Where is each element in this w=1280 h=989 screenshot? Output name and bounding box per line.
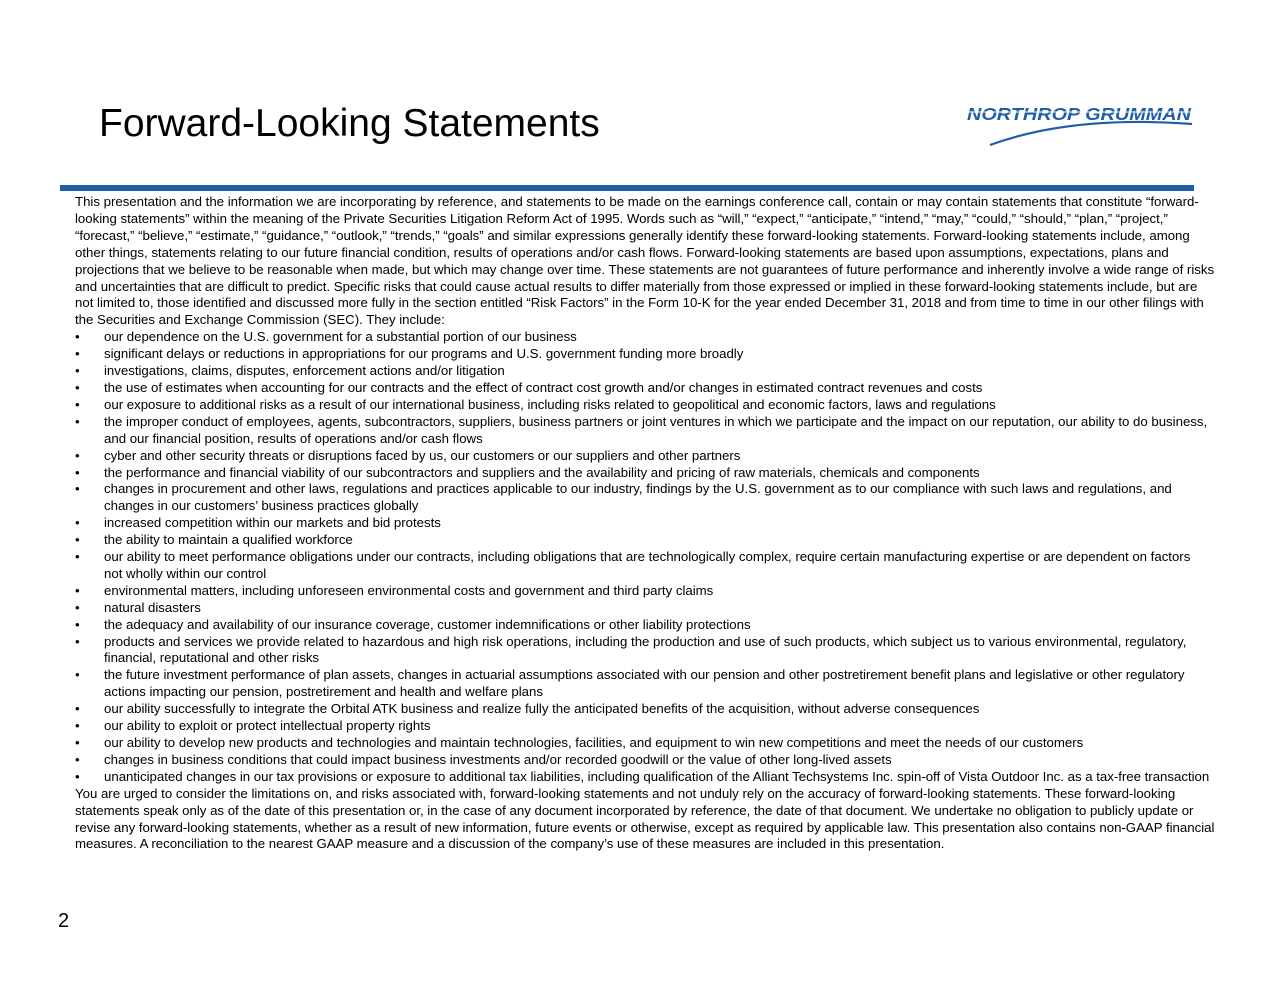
risk-item-text: our exposure to additional risks as a result of our international business, including risks related to geopolitical and economic factors, laws and regulations xyxy=(104,396,996,412)
risk-item-text: investigations, claims, disputes, enforcement actions and/or litigation xyxy=(104,363,505,379)
closing-paragraph: You are urged to consider the limitations on, and risks associated with, forward-looking statements and not unduly rely on the accuracy of forward-looking statements. These forward-looking statements speak only as of the date of this presentation or, in the case of any document incorporated by reference, the date of that document. We undertake no obligation to publicly update or revise any forward-looking statements, whether as a result of new information, future events or otherwise, except as required by applicable law. This presentation also contains non-GAAP financial measures. A reconciliation to the nearest GAAP measure and a discussion of the company’s use of these measures are included in this presentation. xyxy=(75,785,1215,852)
risk-item xyxy=(75,634,1215,668)
bullet-icon: • xyxy=(75,751,80,767)
bullet-icon: • xyxy=(75,667,80,683)
bullet-icon: • xyxy=(75,701,80,717)
risk-item-text: the future investment performance of plan assets, changes in actuarial assumptions associated with our pension and other postretirement benefit plans and legislative or other regulatory actions impacting our pension, postretirement and health and welfare plans xyxy=(104,667,1185,700)
bullet-icon: • xyxy=(75,718,80,734)
risk-item xyxy=(75,617,1215,634)
risk-factor-list xyxy=(75,329,1215,785)
risk-item-text: the adequacy and availability of our insurance coverage, customer indemnifications or other liability protections xyxy=(104,616,751,632)
risk-item xyxy=(75,414,1215,448)
risk-item-text: the use of estimates when accounting for our contracts and the effect of contract cost growth and/or changes in estimated contract revenues and costs xyxy=(104,379,983,395)
risk-item-text: changes in business conditions that could impact business investments and/or recorded goodwill or the value of other long-lived assets xyxy=(104,751,892,767)
bullet-icon: • xyxy=(75,582,80,598)
risk-item-text: increased competition within our markets and bid protests xyxy=(104,515,441,531)
disclaimer-body xyxy=(75,194,1215,853)
bullet-icon: • xyxy=(75,532,80,548)
page-number: 2 xyxy=(58,910,70,932)
bullet-icon: • xyxy=(75,515,80,531)
risk-item-text: unanticipated changes in our tax provisions or exposure to additional tax liabilities, including qualification of the Alliant Techsystems Inc. spin-off of Vista Outdoor Inc. as a tax-free transaction xyxy=(104,768,1210,784)
risk-item-text: cyber and other security threats or disruptions faced by us, our customers or our suppliers and other partners xyxy=(104,447,741,463)
bullet-icon: • xyxy=(75,447,80,463)
risk-item-text: products and services we provide related to hazardous and high risk operations, including the production and use of such products, which subject us to various environmental, regulatory, financial, reputational and other risks xyxy=(104,633,1187,666)
risk-item-text: our ability to meet performance obligations under our contracts, including obligations that are technologically complex, require certain manufacturing expertise or are dependent on factors not wholly within our control xyxy=(104,549,1191,581)
risk-item xyxy=(75,549,1215,583)
risk-item xyxy=(75,363,1215,380)
risk-item xyxy=(75,465,1215,482)
page-title: Forward-Looking Statements xyxy=(99,102,600,145)
bullet-icon: • xyxy=(75,735,80,750)
risk-item xyxy=(75,735,1215,752)
risk-item xyxy=(75,397,1215,414)
risk-item xyxy=(75,380,1215,397)
logo-wordmark: NORTHROP GRUMMAN xyxy=(967,104,1192,124)
risk-item xyxy=(75,600,1215,617)
bullet-icon: • xyxy=(75,413,80,429)
bullet-icon: • xyxy=(75,768,80,784)
risk-item-text: the ability to maintain a qualified workforce xyxy=(104,532,353,548)
bullet-icon: • xyxy=(75,549,80,565)
bullet-icon: • xyxy=(75,481,80,497)
bullet-icon: • xyxy=(75,599,80,615)
header-divider xyxy=(60,185,1194,191)
risk-item xyxy=(75,718,1215,735)
risk-item-text: significant delays or reductions in appropriations for our programs and U.S. government funding more broadly xyxy=(104,346,744,362)
risk-item xyxy=(75,346,1215,363)
risk-item xyxy=(75,701,1215,718)
intro-paragraph: This presentation and the information we are incorporating by reference, and statements to be made on the earnings conference call, contain or may contain statements that constitute “forward-looking statements” within the meaning of the Private Securities Litigation Reform Act of 1995. Words such as “will,” “expect,” “anticipate,” “intend,” “may,” “could,” “should,” “plan,” “project,” “forecast,” “believe,” “estimate,” “guidance,” “outlook,” “trends,” “goals” and similar expressions generally identify these forward-looking statements. Forward-looking statements include, among other things, statements relating to our future financial condition, results of operations and/or cash flows. Forward-looking statements are based upon assumptions, expectations, plans and projections that we believe to be reasonable when made, but which may change over time. These statements are not guarantees of future performance and inherently involve a wide range of risks and uncertainties that are difficult to predict. Specific risks that could cause actual results to differ materially from those expressed or implied in these forward-looking statements include, but are not limited to, those identified and discussed more fully in the section entitled “Risk Factors” in the Form 10-K for the year ended December 31, 2018 and from time to time in our other filings with the Securities and Exchange Commission (SEC). They include: xyxy=(75,194,1215,328)
risk-item xyxy=(75,329,1215,346)
risk-item xyxy=(75,667,1215,701)
risk-item-text: our ability to develop new products and technologies and maintain technologies, facilities, and equipment to win new competitions and meet the needs of our customers xyxy=(104,735,1084,750)
bullet-icon: • xyxy=(75,363,80,379)
risk-item xyxy=(75,583,1215,600)
risk-item xyxy=(75,532,1215,549)
risk-item-text: natural disasters xyxy=(104,599,201,615)
risk-item-text: the performance and financial viability of our subcontractors and suppliers and the availability and pricing of raw materials, chemicals and components xyxy=(104,464,980,480)
risk-item-text: the improper conduct of employees, agents, subcontractors, suppliers, business partners or joint ventures in which we participate and the impact on our reputation, our ability to do business, and our financial position, results of operations and/or cash flows xyxy=(104,413,1208,446)
risk-item xyxy=(75,448,1215,465)
risk-item xyxy=(75,752,1215,769)
northrop-grumman-logo-icon xyxy=(962,100,1198,150)
risk-item-text: our ability successfully to integrate the Orbital ATK business and realize fully the anticipated benefits of the acquisition, without adverse consequences xyxy=(104,701,980,717)
bullet-icon: • xyxy=(75,396,80,412)
risk-item xyxy=(75,481,1215,515)
risk-item-text: environmental matters, including unforeseen environmental costs and government and third party claims xyxy=(104,582,714,598)
bullet-icon: • xyxy=(75,464,80,480)
risk-item-text: our dependence on the U.S. government for a substantial portion of our business xyxy=(104,329,577,345)
bullet-icon: • xyxy=(75,329,80,345)
risk-item xyxy=(75,515,1215,532)
risk-item-text: our ability to exploit or protect intellectual property rights xyxy=(104,718,431,734)
risk-item-text: changes in procurement and other laws, regulations and practices applicable to our industry, findings by the U.S. government as to our compliance with such laws and regulations, and changes in our customers’ business practices globally xyxy=(104,481,1172,514)
bullet-icon: • xyxy=(75,346,80,362)
bullet-icon: • xyxy=(75,616,80,632)
risk-item xyxy=(75,769,1215,786)
bullet-icon: • xyxy=(75,379,80,395)
bullet-icon: • xyxy=(75,633,80,649)
